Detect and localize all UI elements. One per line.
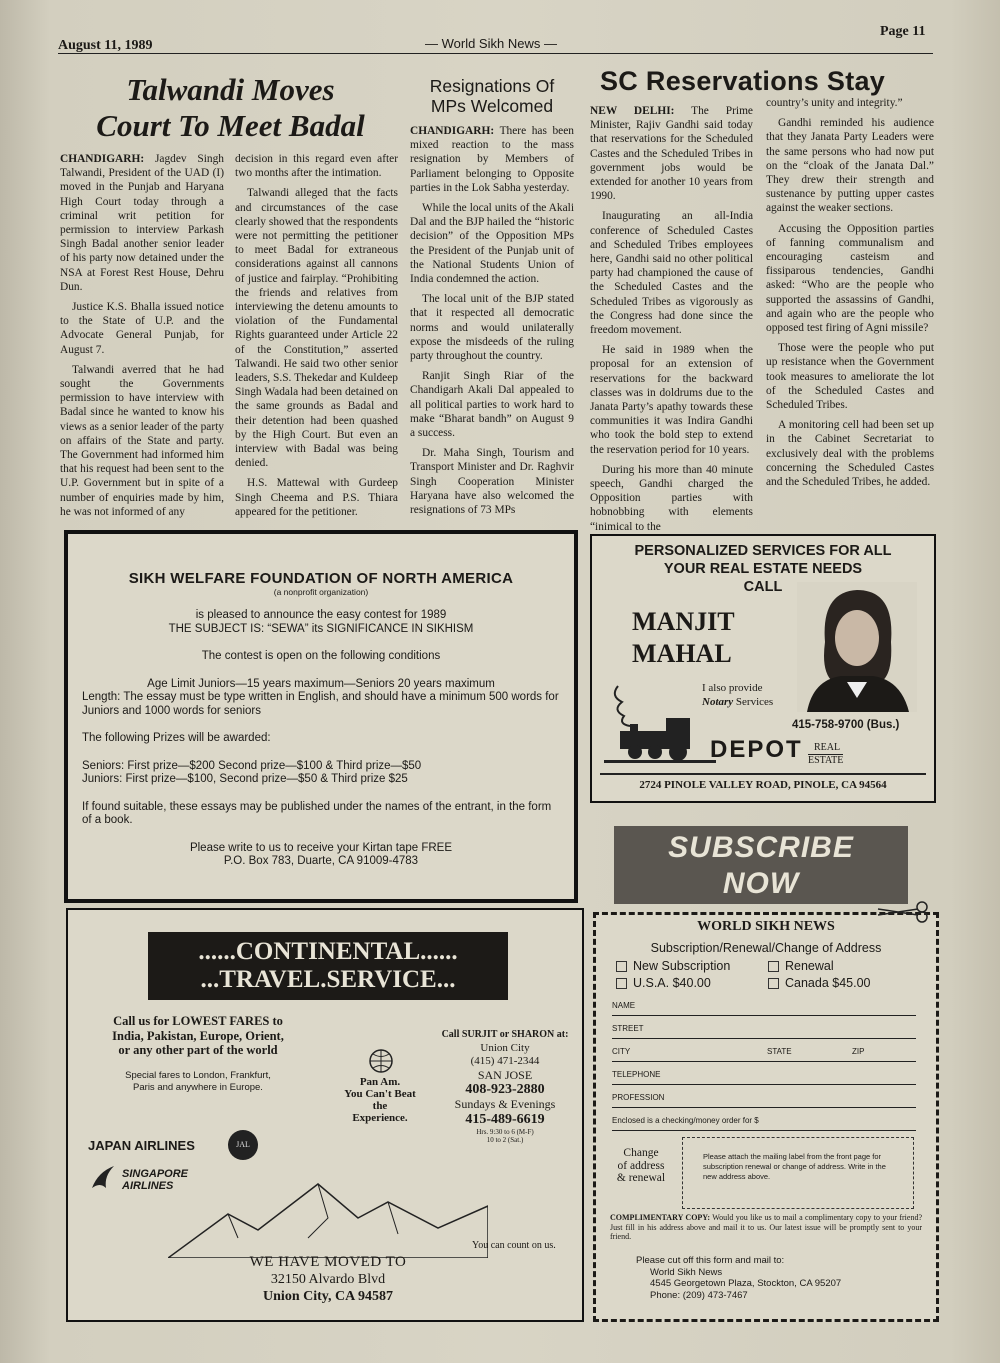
travel-service-ad xyxy=(66,908,584,1322)
org-subtitle: (a nonprofit organization) xyxy=(273,586,369,597)
article-paragraph: The local unit of the BJP stated that it respected all democratic norms and would unilaterally expose the misdeeds of the ruling party throughout the country. xyxy=(410,293,574,363)
masthead: — World Sikh News — xyxy=(425,36,557,51)
fares-line: India, Pakistan, Europe, Orient, xyxy=(112,1028,284,1043)
mail-to xyxy=(636,1255,916,1301)
field-label: ZIP xyxy=(852,1047,865,1056)
paragraph-text: The Prime Minister, Rajiv Gandhi said today that reservations for the Scheduled Castes and the Scheduled Tribes in government jobs would be extended for another 10 years from 1990. xyxy=(590,105,753,203)
moved-address: 32150 Alvardo Blvd xyxy=(270,1272,386,1287)
option-usa[interactable] xyxy=(616,976,711,990)
name-field[interactable] xyxy=(612,1001,916,1016)
length-rule: Length: The essay must be type written in English, and should have a minimum 500 words for Juniors and 1000 words for seniors xyxy=(82,691,559,717)
sewa-address: P.O. Box 783, Duarte, CA 91009-4783 xyxy=(223,855,419,867)
sc-col2 xyxy=(766,96,934,495)
notary-line: Services xyxy=(735,696,774,708)
banner-line: SUBSCRIBE xyxy=(668,831,854,864)
special-line: Special fares to London, Frankfurt, xyxy=(125,1070,271,1081)
moved-line: WE HAVE MOVED TO xyxy=(249,1254,407,1270)
banner-line: NOW xyxy=(722,867,800,900)
article-paragraph: While the local units of the Akali Dal and the BJP hailed the “historic decision” of the Opposition MPs the President of the Punjab unit of the National Students Union of India condemned the action. xyxy=(410,202,574,286)
mail-line: Phone: (209) 473-7467 xyxy=(650,1289,748,1301)
portrait-photo xyxy=(797,582,917,712)
option-label: New Subscription xyxy=(633,959,731,973)
depot-address: 2724 PINOLE VALLEY ROAD, PINOLE, CA 94564 xyxy=(639,779,887,791)
article-paragraph: H.S. Mattewal with Gurdeep Singh Cheema and P.S. Thiara appeared for the petitioner. xyxy=(235,477,398,518)
call-line: CALL xyxy=(743,579,783,595)
article-paragraph: Accusing the Opposition parties of fanning communalism and encouraging casteism and fissiparous tendencies, Gandhi asked: “Who are the people who supported the assassins of Gandhi, and again who are the people who opposed test firing of Agni missile? xyxy=(766,222,934,335)
contact-phone: 408-923-2880 xyxy=(465,1082,545,1097)
article-paragraph xyxy=(410,124,574,195)
seniors-prizes: Seniors: First prize—$200 Second prize—$100 & Third prize—$50 xyxy=(82,759,422,772)
field-label: NAME xyxy=(612,1001,636,1010)
juniors-prizes: Juniors: First prize—$100, Second prize—$50 & Third prize $25 xyxy=(82,773,408,785)
sc-headline: SC Reservations Stay xyxy=(600,66,886,96)
special-line: Paris and anywhere in Europe. xyxy=(133,1081,263,1093)
mountains-illustration xyxy=(168,1178,488,1258)
sewa-contest-ad xyxy=(64,530,578,903)
article-paragraph: Gandhi reminded his audience that they Janata Party Leaders were the same persons who had now put on the “cloak of the Janata Dal.” They drew their strength and sustenance by putting upper castes against the weaker sections. xyxy=(766,117,934,215)
prizes-intro: The following Prizes will be awarded: xyxy=(82,732,271,744)
complimentary-copy xyxy=(610,1213,922,1242)
mail-line: 4545 Georgetown Plaza, Stockton, CA 95207 xyxy=(650,1278,842,1289)
change-line: & renewal xyxy=(616,1172,666,1184)
usa-checkbox[interactable] xyxy=(616,978,627,989)
jal-logo xyxy=(228,1130,258,1160)
call-line: Call SURJIT or SHARON at: xyxy=(441,1029,569,1040)
resignations-body xyxy=(410,124,574,523)
field-label: STATE xyxy=(767,1047,792,1056)
paragraph-text: There has been mixed reaction to the mass resignation by Members of Parliament belonging to Opposite parties in the Lok Sabha yesterday. xyxy=(410,125,574,194)
sing-line: SINGAPORE xyxy=(122,1168,189,1180)
field-label: STREET xyxy=(612,1024,644,1033)
sc-col1 xyxy=(590,104,753,540)
ad-body xyxy=(82,572,560,869)
change-line: Change xyxy=(623,1147,659,1159)
profession-field[interactable] xyxy=(612,1093,916,1108)
jal-label: JAPAN AIRLINES xyxy=(88,1138,195,1153)
dateline: NEW DELHI: xyxy=(590,105,675,117)
article-paragraph: A monitoring cell had been set up in the Cabinet Secretariat to exclusively deal with the problems concerning the Scheduled Castes and the Scheduled Tribes, he added. xyxy=(766,419,934,489)
mail-line: Please cut off this form and mail to: xyxy=(636,1255,785,1266)
announce: is pleased to announce the easy contest for 1989 xyxy=(195,609,447,621)
street-field[interactable] xyxy=(612,1024,916,1039)
form-title: WORLD SIKH NEWS xyxy=(697,919,835,934)
form-subtitle: Subscription/Renewal/Change of Address xyxy=(650,941,882,955)
article-paragraph: Dr. Maha Singh, Tourism and Transport Minister and Dr. Raghvir Singh Cooperation Minister Haryana have also welcomed the resignations of 73 MPs xyxy=(410,447,574,517)
subscription-form xyxy=(593,912,939,1322)
subject: THE SUBJECT IS: “SEWA” its SIGNIFICANCE IN SIKHISM xyxy=(168,622,474,635)
fares-line: Call us for LOWEST FARES to xyxy=(113,1014,283,1028)
option-label: U.S.A. $40.00 xyxy=(633,976,711,990)
article-paragraph: He said in 1989 when the proposal for an extension of reservations for the backward classes was in doldrums due to the Janata Party’s apathy towards these communities it was Indira Gandhi who took the bold step to extend the reservation period for 10 years. xyxy=(590,344,753,456)
talwandi-headline xyxy=(58,72,403,144)
city-field[interactable] xyxy=(612,1047,916,1062)
article-paragraph: country’s unity and integrity.” xyxy=(766,97,903,109)
headline-line: Talwandi Moves xyxy=(126,72,335,107)
name-line: MANJIT xyxy=(632,607,735,636)
new-checkbox[interactable] xyxy=(616,961,627,972)
option-label: Canada $45.00 xyxy=(785,976,871,990)
field-label: TELEPHONE xyxy=(612,1070,661,1079)
option-canada[interactable] xyxy=(768,976,871,990)
article-paragraph xyxy=(590,104,753,203)
talwandi-col2 xyxy=(235,152,398,525)
headline-line: MPs Welcomed xyxy=(430,96,554,116)
comp-text: Would you like us to mail a complimentary copy to your friend? Just fill in his address above and mail it to us. Our latest issue will be promptly sent to your friend. xyxy=(610,1213,923,1241)
moved-notice xyxy=(208,1254,448,1305)
depot-estate: ESTATE xyxy=(808,755,844,766)
subscribe-banner xyxy=(614,826,908,904)
field-label: CITY xyxy=(612,1047,631,1056)
option-new[interactable] xyxy=(616,959,730,973)
depot-rule xyxy=(600,773,926,775)
option-label: Renewal xyxy=(785,959,834,973)
hours-line: 10 to 2 (Sat.) xyxy=(486,1135,524,1144)
train-icon xyxy=(600,676,720,766)
depot-logo: DEPOT xyxy=(710,736,803,763)
article-paragraph: Justice K.S. Bhalla issued notice to the State of U.P. and the Advocate General Punjab, for August 7. xyxy=(60,301,224,356)
panam-slogan xyxy=(328,1076,432,1124)
contact-line: Union City xyxy=(480,1041,530,1054)
singapore-bird-icon xyxy=(88,1162,118,1192)
field-label: PROFESSION xyxy=(612,1093,665,1102)
mail-line: World Sikh News xyxy=(650,1266,723,1278)
publish-note: If found suitable, these essays may be published under the names of the entrant, in the form of a book. xyxy=(82,800,552,826)
headline-line: Resignations Of xyxy=(429,76,555,96)
attach-instructions: Please attach the mailing label from the front page for subscription renewal or change of address. Write in the new address above. xyxy=(703,1152,886,1181)
contact-phone: (415) 471-2344 xyxy=(470,1055,540,1067)
article-paragraph: Talwandi alleged that the facts and circumstances of the case clearly showed that the respondents were not permitting the petitioner to meet Badal for extraneous considerations against all cannons of justice and fairplay. “Prohibiting the friends and relatives from interviewing the detenu amounts to violation of the Fundamental Rights guaranteed under Article 22 of the Constitution,” asserted Talwandi. He said two other senior leaders, S.S. Thekedar and Kuldeep Singh Wadala had been detained on the same grounds as Badal and their detention had been quashed by the High Court. But even an interview with Badal was being denied. xyxy=(235,187,398,470)
header-rule xyxy=(58,53,933,54)
comp-label: COMPLIMENTARY COPY: xyxy=(610,1213,711,1222)
org-name: SIKH WELFARE FOUNDATION OF NORTH AMERICA xyxy=(128,570,514,587)
sing-line: AIRLINES xyxy=(122,1180,174,1192)
article-paragraph: decision in this regard even after two months after the intimation. xyxy=(235,153,398,180)
label-box[interactable] xyxy=(682,1137,914,1209)
paragraph-text: Jagdev Singh Talwandi, President of the UAD (I) moved in the Punjab and Haryana High Court today through a criminal writ petition for permission to interview Parkash Singh Badal another senior leader of his party now detained under the NSA at Forest Rest House, Dehru Dun. xyxy=(60,153,224,293)
article-paragraph: Inaugurating an all-India conference of Scheduled Castes and Scheduled Tribes employees here, Gandhi said no other political party had championed the cause of the Scheduled Castes and the Scheduled Tribes as vigorously as the Congress had done since the freedom movement. xyxy=(590,210,753,337)
logo-line: ...TRAVEL.SERVICE... xyxy=(200,966,456,993)
change-line: of address xyxy=(617,1159,665,1172)
hours-line: Hrs. 9:30 to 6 (M-F) xyxy=(476,1127,534,1136)
notary-line: I also provide xyxy=(702,682,763,694)
agent-name xyxy=(632,606,735,670)
panam-line: the xyxy=(372,1100,388,1112)
contact-block xyxy=(430,1028,580,1144)
canada-checkbox[interactable] xyxy=(768,978,779,989)
title-line: PERSONALIZED SERVICES FOR ALL xyxy=(634,543,892,559)
logo-line: ......CONTINENTAL...... xyxy=(198,938,458,965)
contact-phone: 415-489-6619 xyxy=(465,1111,545,1127)
option-renewal[interactable] xyxy=(768,959,834,973)
panam-line: Experience. xyxy=(352,1112,408,1124)
article-paragraph: Those were the people who put up resistance when the Government took measures to ameliorate the lot of the Scheduled Castes and Scheduled Tribes. xyxy=(766,342,934,412)
telephone-field[interactable] xyxy=(612,1070,916,1085)
article-paragraph: Ranjit Singh Riar of the Chandigarh Akali Dal appealed to all political parties to work hard to make “Bharat bandh” on August 9 a success. xyxy=(410,370,574,440)
contact-line: Sundays & Evenings xyxy=(454,1097,556,1111)
panam-globe-icon xyxy=(368,1048,394,1074)
special-fares xyxy=(78,1070,318,1093)
article-paragraph xyxy=(60,152,224,294)
article-paragraph: During his more than 40 minute speech, Gandhi charged the Opposition parties with hobnobbing with elements “inimical to the xyxy=(590,463,753,533)
resignations-headline xyxy=(408,76,576,116)
name-line: MAHAL xyxy=(632,639,732,668)
fares-line: or any other part of the world xyxy=(118,1043,278,1057)
dateline: CHANDIGARH: xyxy=(60,153,145,165)
change-label xyxy=(606,1147,676,1185)
moved-address: Union City, CA 94587 xyxy=(263,1289,393,1304)
real-estate-ad xyxy=(590,534,936,803)
dateline: CHANDIGARH: xyxy=(410,125,495,137)
conditions: The contest is open on the following conditions xyxy=(201,650,441,662)
age-limit: Age Limit Juniors—15 years maximum—Seniors 20 years maximum xyxy=(147,677,495,690)
kirtan-offer: Please write to us to receive your Kirtan tape FREE xyxy=(189,841,453,854)
contact-line: SAN JOSE xyxy=(477,1067,533,1082)
count-on-us: You can count on us. xyxy=(472,1240,556,1251)
panam-line: You Can't Beat xyxy=(344,1088,416,1100)
panam-line: Pan Am. xyxy=(359,1076,401,1088)
article-paragraph: Talwandi averred that he had sought the Governments permission to have interview with Badal since he wanted to know his views as a senior leader of the party on affairs of the State and party. The Government had informed him that his request had been sent to the U.P. Government but in spite of a number of enquiries made by him, he was not informed of any xyxy=(60,363,224,518)
title-line: YOUR REAL ESTATE NEEDS xyxy=(663,561,863,577)
page-number: Page 11 xyxy=(880,24,926,39)
renewal-checkbox[interactable] xyxy=(768,961,779,972)
depot-real: REAL xyxy=(814,742,841,753)
lowest-fares xyxy=(78,1014,318,1058)
field-label: Enclosed is a checking/money order for $ xyxy=(612,1116,759,1125)
agent-photo xyxy=(797,582,917,712)
notary-word: Notary xyxy=(702,696,734,708)
jal-logo-text: JAL xyxy=(236,1140,250,1149)
agent-phone: 415-758-9700 (Bus.) xyxy=(792,719,900,731)
travel-logo xyxy=(148,932,508,1000)
headline-line: Court To Meet Badal xyxy=(96,108,365,143)
issue-date: August 11, 1989 xyxy=(58,38,153,53)
payment-field[interactable] xyxy=(612,1116,916,1131)
talwandi-col1 xyxy=(60,152,224,525)
